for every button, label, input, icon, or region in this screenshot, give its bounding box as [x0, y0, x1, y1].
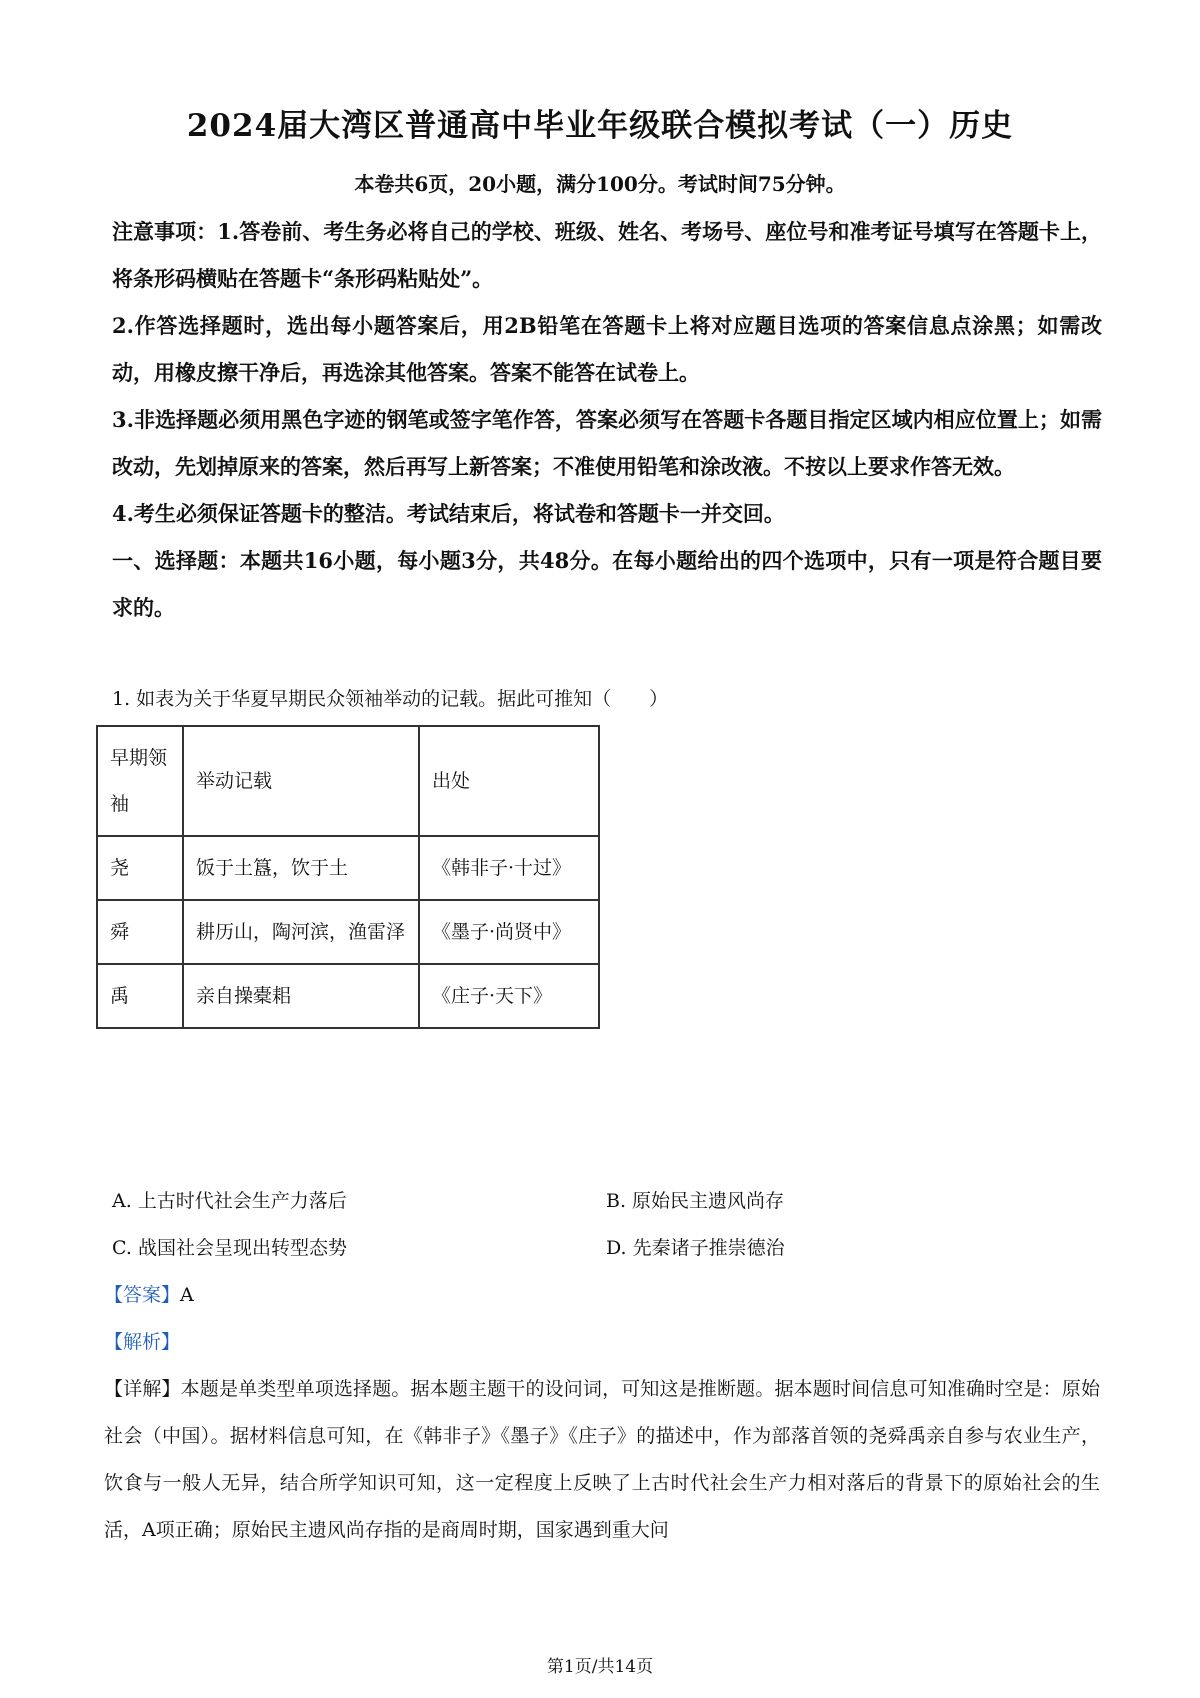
analysis-line [104, 1319, 180, 1366]
question-stem: 1. 如表为关于华夏早期民众领袖举动的记载。据此可推知（ ） [112, 688, 669, 710]
instruction-3: 3.非选择题必须用黑色字迹的钢笔或签字笔作答，答案必须写在答题卡各题目指定区域内相应位置上；如需改动，先划掉原来的答案，然后再写上新答案；不准使用铅笔和涂改液。不按以上要求作答无效。 [112, 407, 1102, 479]
answer-value: A [180, 1284, 194, 1306]
instructions [112, 208, 1102, 631]
table-cell: 《墨子·尚贤中》 [419, 900, 599, 964]
detail-paragraph [104, 1366, 1100, 1554]
analysis-label: 【解析】 [104, 1331, 181, 1353]
detail-text: 本题是单类型单项选择题。据本题主题干的设问词，可知这是推断题。据本题时间信息可知准确时空是：原始社会（中国）。据材料信息可知，在《韩非子》《墨子》《庄子》的描述中，作为部落首领的尧舜禹亲自参与农业生产，饮食与一般人无异，结合所学知识可知，这一定程度上反映了上古时代社会生产力相对落后的背景下的原始社会的生活，A项正确；原始民主遗风尚存指的是商周时期，国家遇到重大问 [104, 1378, 1100, 1541]
header-leader: 早期领袖 [97, 726, 183, 836]
option-a: A. 上古时代社会生产力落后 [112, 1190, 347, 1212]
table-header-row [97, 726, 599, 836]
table-cell: 禹 [97, 964, 183, 1028]
detail-label: 【详解】 [104, 1378, 181, 1400]
instruction-1: 注意事项：1.答卷前、考生务必将自己的学校、班级、姓名、考场号、座位号和准考证号填写在答题卡上，将条形码横贴在答题卡“条形码粘贴处”。 [112, 219, 1102, 291]
exam-info: 本卷共6页，20小题，满分100分。考试时间75分钟。 [354, 172, 846, 196]
table-cell: 饭于土簋，饮于土 [183, 836, 419, 900]
option-c: C. 战国社会呈现出转型态势 [112, 1237, 347, 1259]
table-row [97, 900, 599, 964]
page-footer: 第1页/共14页 [546, 1657, 654, 1677]
header-record: 举动记载 [183, 726, 419, 836]
answer-label: 【答案】 [104, 1284, 181, 1306]
table-cell: 亲自操橐耜 [183, 964, 419, 1028]
answer-line [104, 1272, 194, 1319]
page-title: 2024届大湾区普通高中毕业年级联合模拟考试（一）历史 [186, 108, 1014, 144]
table-row [97, 964, 599, 1028]
table-cell: 耕历山，陶河滨，渔雷泽 [183, 900, 419, 964]
option-d: D. 先秦诸子推崇德治 [606, 1237, 785, 1259]
table-cell: 《韩非子·十过》 [419, 836, 599, 900]
table-cell: 舜 [97, 900, 183, 964]
instruction-4: 4.考生必须保证答题卡的整洁。考试结束后，将试卷和答题卡一并交回。 [112, 501, 785, 526]
table-cell: 《庄子·天下》 [419, 964, 599, 1028]
section-heading: 一、选择题：本题共16小题，每小题3分，共48分。在每小题给出的四个选项中，只有一项是符合题目要求的。 [112, 548, 1102, 620]
answer-options [112, 1178, 1012, 1272]
table-row [97, 836, 599, 900]
instruction-2: 2.作答选择题时，选出每小题答案后，用2B铅笔在答题卡上将对应题目选项的答案信息点涂黑；如需改动，用橡皮擦干净后，再选涂其他答案。答案不能答在试卷上。 [112, 313, 1102, 385]
option-b: B. 原始民主遗风尚存 [606, 1190, 785, 1212]
header-source: 出处 [419, 726, 599, 836]
question-table [96, 725, 600, 1029]
table-cell: 尧 [97, 836, 183, 900]
